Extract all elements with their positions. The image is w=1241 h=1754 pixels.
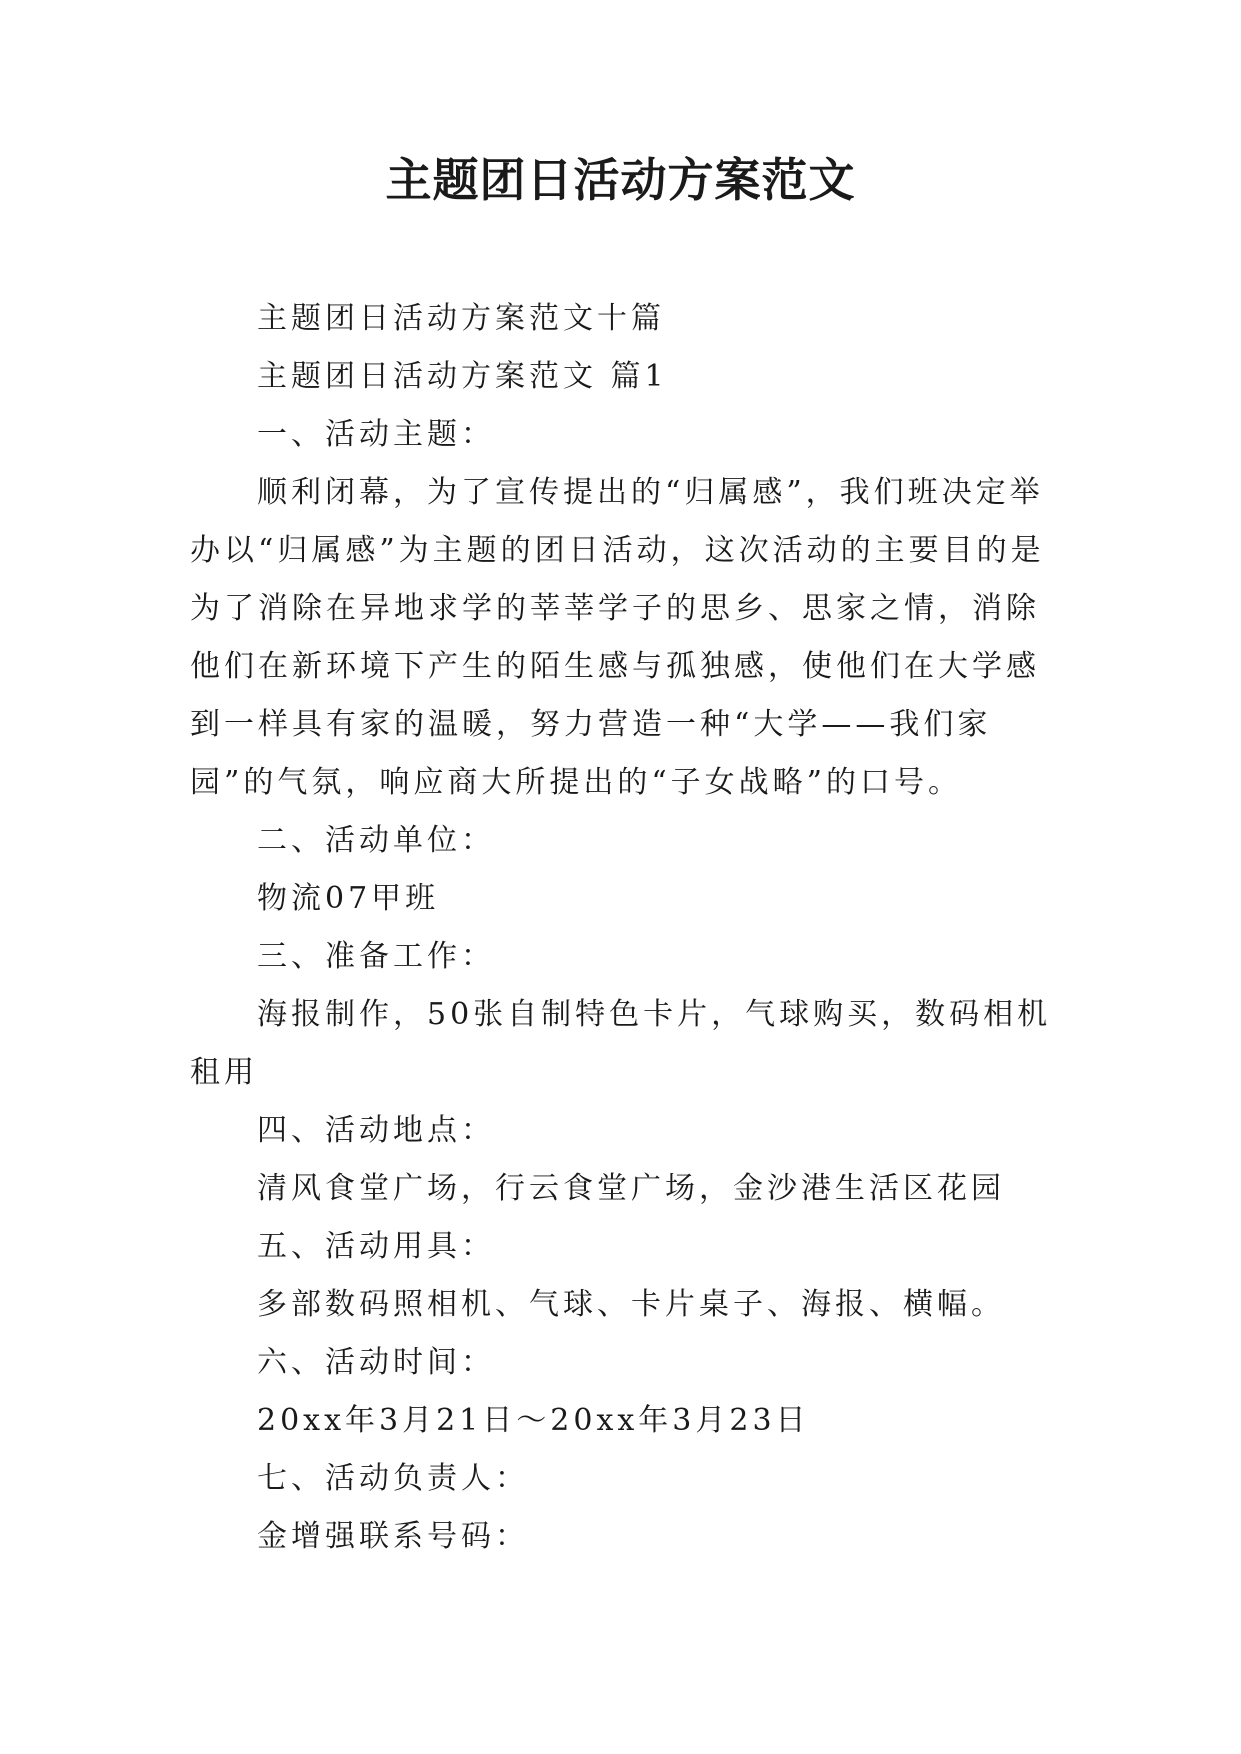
paragraph: 主题团日活动方案范文十篇 [257, 301, 665, 336]
section-heading: 二、活动单位： [257, 823, 495, 858]
section-heading: 五、活动用具： [257, 1229, 495, 1264]
paragraph: 金增强联系号码： [257, 1519, 529, 1554]
paragraph: 物流07甲班 [257, 881, 440, 916]
section-heading: 三、准备工作： [257, 939, 495, 974]
section-heading: 六、活动时间： [257, 1345, 495, 1380]
paragraph: 顺利闭幕，为了宣传提出的“归属感”，我们班决定举办以“归属感”为主题的团日活动，这次活动的主要目的是为了消除在异地求学的莘莘学子的思乡、思家之情，消除他们在新环境下产生的陌生感与孤独感，使他们在大学感到一样具有家的温暖，努力营造一种“大学——我们家园”的气氛，响应商大所提出的“子女战略”的口号。 [190, 475, 1045, 800]
document-title: 主题团日活动方案范文 [385, 153, 856, 207]
section-heading: 七、活动负责人： [257, 1461, 529, 1496]
document-body [190, 290, 1052, 1566]
paragraph: 清风食堂广场，行云食堂广场，金沙港生活区花园 [257, 1171, 1005, 1206]
paragraph: 主题团日活动方案范文 篇1 [257, 359, 668, 394]
section-heading: 一、活动主题： [257, 417, 495, 452]
paragraph: 20xx年3月21日～20xx年3月23日 [257, 1403, 810, 1438]
section-heading: 四、活动地点： [257, 1113, 495, 1148]
paragraph: 海报制作，50张自制特色卡片，气球购买，数码相机租用 [190, 997, 1052, 1090]
paragraph: 多部数码照相机、气球、卡片桌子、海报、横幅。 [257, 1287, 1005, 1322]
